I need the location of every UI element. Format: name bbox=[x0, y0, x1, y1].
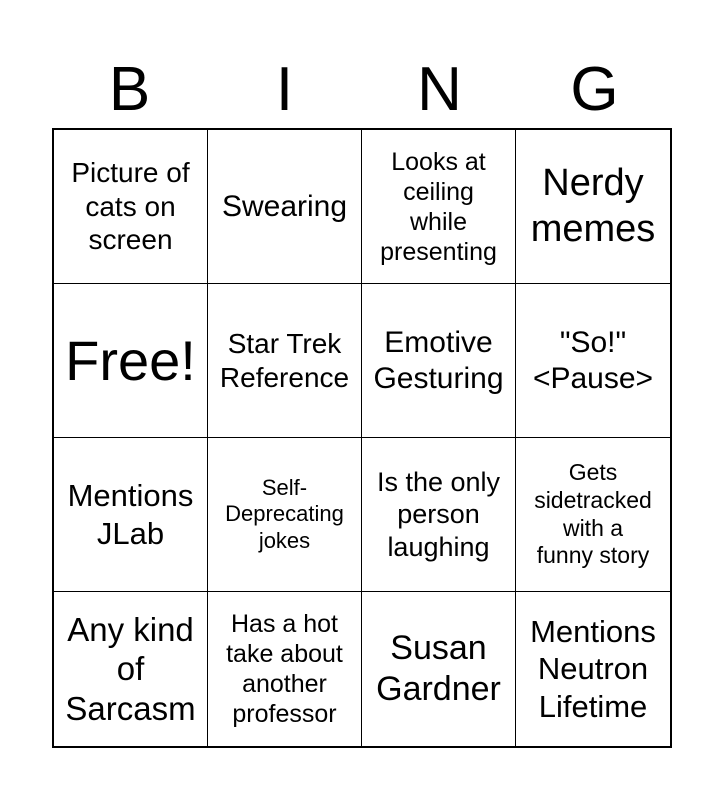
bingo-cell[interactable] bbox=[54, 130, 208, 284]
bingo-board bbox=[52, 128, 672, 748]
bingo-cell-text: Nerdy memes bbox=[530, 161, 656, 250]
bingo-cell-text: Any kind of Sarcasm bbox=[65, 610, 196, 727]
bingo-cell[interactable] bbox=[54, 592, 208, 746]
bingo-cell-text: Picture of cats on screen bbox=[71, 157, 190, 256]
bingo-cell[interactable] bbox=[208, 130, 362, 284]
bingo-cell[interactable] bbox=[208, 438, 362, 592]
bingo-cell-text: Star Trek Reference bbox=[219, 327, 350, 393]
bingo-cell[interactable] bbox=[516, 438, 670, 592]
bingo-cell[interactable] bbox=[516, 130, 670, 284]
bingo-cell[interactable] bbox=[362, 130, 516, 284]
bingo-cell[interactable] bbox=[516, 592, 670, 746]
bingo-cell[interactable] bbox=[362, 592, 516, 746]
bingo-cell[interactable] bbox=[208, 592, 362, 746]
bingo-cell-text: Gets sidetracked with a funny story bbox=[534, 459, 652, 569]
bingo-cell-text: Looks at ceiling while presenting bbox=[380, 147, 497, 266]
bingo-cell-text: Mentions JLab bbox=[67, 478, 194, 551]
bingo-cell[interactable] bbox=[516, 284, 670, 438]
bingo-cell[interactable] bbox=[208, 284, 362, 438]
bingo-cell-text: Mentions Neutron Lifetime bbox=[530, 614, 656, 724]
header-letter-n: N bbox=[417, 55, 462, 124]
bingo-cell-text: Has a hot take about another professor bbox=[226, 610, 343, 728]
header-letter-i: I bbox=[275, 55, 294, 124]
bingo-cell-text: Swearing bbox=[221, 189, 348, 223]
bingo-cell-text: Susan Gardner bbox=[376, 629, 501, 708]
bingo-cell-text: "So!" <Pause> bbox=[532, 325, 654, 395]
bingo-cell-text: Self- Deprecating jokes bbox=[225, 474, 344, 553]
bingo-cell-text: Free! bbox=[65, 328, 196, 392]
header-letter-g: G bbox=[570, 55, 619, 124]
bingo-cell[interactable] bbox=[54, 438, 208, 592]
bingo-cell[interactable] bbox=[362, 438, 516, 592]
bingo-cell[interactable] bbox=[54, 284, 208, 438]
bingo-cell-text: Emotive Gesturing bbox=[373, 325, 504, 395]
bingo-header bbox=[52, 52, 672, 128]
bingo-cell-text: Is the only person laughing bbox=[376, 466, 501, 562]
bingo-cell[interactable] bbox=[362, 284, 516, 438]
header-letter-b: B bbox=[108, 55, 151, 124]
